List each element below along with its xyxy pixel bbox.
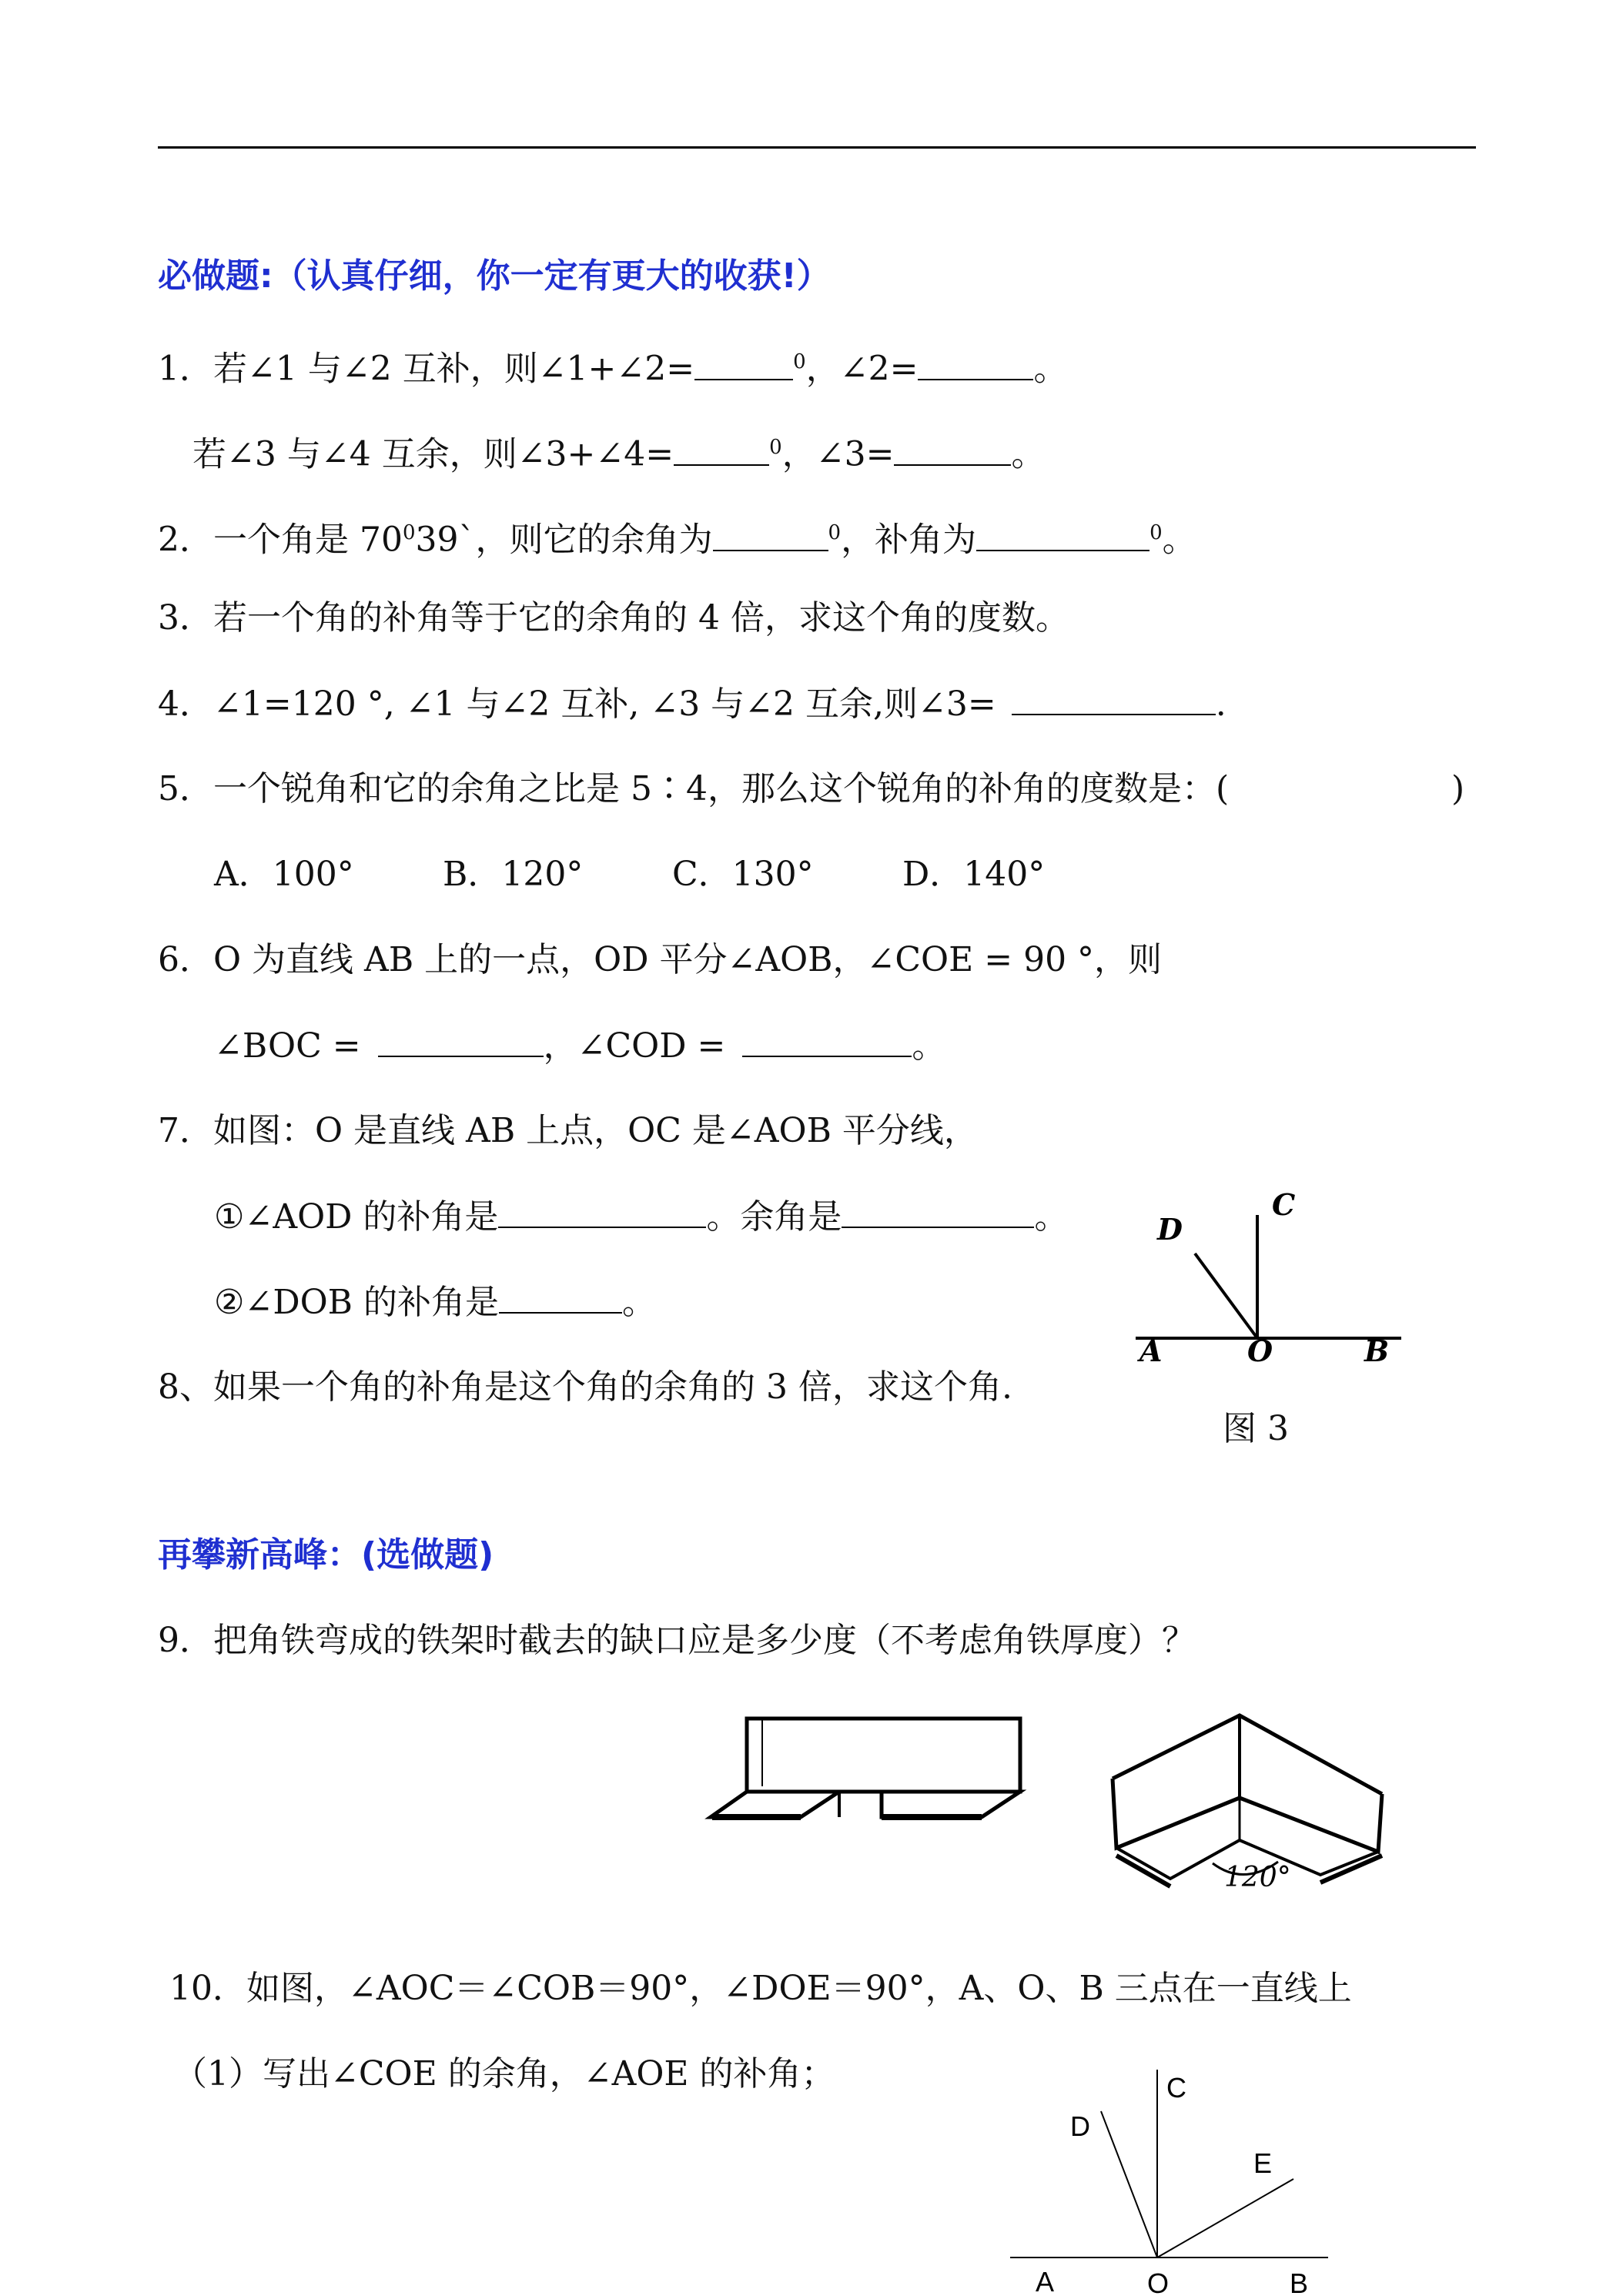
label-e: E xyxy=(1253,2147,1273,2179)
label-b: B xyxy=(1364,1334,1390,1368)
question-6-line-2 xyxy=(214,1025,945,1067)
figure-q10-diagram xyxy=(1001,2063,1340,2296)
degree-superscript: 0 xyxy=(402,521,416,544)
q9-figure-bent-bar xyxy=(1097,1694,1397,1894)
q7-p2-end: 。 xyxy=(621,1283,656,1322)
ray-oe xyxy=(1157,2179,1293,2258)
answer-blank xyxy=(842,1196,1034,1228)
question-5 xyxy=(158,768,1229,810)
question-10-line-1: 10．如图，∠AOC＝∠COB＝90°，∠DOE＝90°，A、O、B 三点在一直线上 xyxy=(169,1969,1352,2008)
answer-blank xyxy=(976,519,1149,551)
answer-blank xyxy=(1012,683,1216,715)
q1-b-end: 。 xyxy=(1011,434,1046,474)
degree-superscript: 0 xyxy=(769,436,782,459)
q6-end: 。 xyxy=(912,1026,946,1066)
label-o: O xyxy=(1247,1334,1273,1368)
question-9: 9．把角铁弯成的铁架时截去的缺口应是多少度（不考虑角铁厚度）？ xyxy=(158,1621,1196,1660)
q4-prefix: 4．∠1=120 °, ∠1 与∠2 互补, ∠3 与∠2 互余,则∠3= xyxy=(158,684,996,724)
question-4 xyxy=(158,683,1226,725)
degree-superscript: 0 xyxy=(828,521,842,544)
q9-figure-flat-bar xyxy=(704,1709,1028,1832)
label-d: D xyxy=(1070,2110,1090,2142)
answer-blank xyxy=(674,433,769,466)
q1-a-end: 。 xyxy=(1033,349,1068,389)
answer-blank xyxy=(499,1281,622,1314)
answer-blank xyxy=(742,1025,912,1057)
label-c: C xyxy=(1166,2072,1186,2104)
q7-p1-mid: 。余角是 xyxy=(706,1197,842,1237)
question-8: 8、如果一个角的补角是这个角的余角的 3 倍，求这个角. xyxy=(158,1367,1012,1407)
label-b: B xyxy=(1290,2268,1309,2296)
section-heading-optional: 再攀新高峰：(选做题) xyxy=(158,1535,494,1575)
degree-superscript: 0 xyxy=(1149,521,1163,544)
question-1-line-b xyxy=(192,427,1045,476)
q2-end: 。 xyxy=(1162,520,1196,560)
label-a: A xyxy=(1139,1334,1163,1368)
question-7-line-1: 7．如图：O 是直线 AB 上点，OC 是∠AOB 平分线， xyxy=(158,1111,978,1150)
label-a: A xyxy=(1036,2266,1055,2296)
question-10-line-2: （1）写出∠COE 的余角，∠AOE 的补角； xyxy=(173,2054,835,2094)
label-d: D xyxy=(1157,1212,1183,1247)
header-rule xyxy=(158,146,1476,149)
q4-end: . xyxy=(1215,684,1226,724)
q7-p1-end: 。 xyxy=(1034,1197,1069,1237)
question-6-line-1: 6．O 为直线 AB 上的一点，OD 平分∠AOB，∠COE = 90 °，则 xyxy=(158,940,1163,979)
question-3: 3．若一个角的补角等于它的余角的 4 倍，求这个角的度数。 xyxy=(158,598,1069,638)
label-c: C xyxy=(1272,1187,1296,1222)
q5-close-paren: ) xyxy=(1451,769,1465,808)
answer-blank xyxy=(894,433,1011,466)
q1-b-mid: ，∠3= xyxy=(781,434,895,474)
q7-p1-prefix: ①∠AOD 的补角是 xyxy=(214,1197,499,1237)
q2-mid2: ，补角为 xyxy=(841,520,977,560)
answer-blank xyxy=(694,348,793,380)
answer-blank xyxy=(713,519,828,551)
question-7-part-1 xyxy=(214,1196,1068,1238)
answer-blank xyxy=(918,348,1033,380)
q9-angle-label: 120° xyxy=(1224,1862,1291,1893)
q5-option-b: B．120° xyxy=(443,855,584,894)
degree-superscript: 0 xyxy=(793,350,806,373)
question-7-part-2 xyxy=(214,1281,656,1324)
q5-option-d: D．140° xyxy=(902,855,1046,894)
question-2 xyxy=(158,512,1196,561)
q5-text: 5．一个锐角和它的余角之比是 5∶4，那么这个锐角的补角的度数是：( xyxy=(158,769,1230,808)
q6-cod: ，∠COD = xyxy=(543,1026,726,1066)
ray-od xyxy=(1195,1253,1257,1338)
q2-prefix: 2．一个角是 70 xyxy=(158,520,403,560)
figure-3-caption: 图 3 xyxy=(1223,1409,1289,1448)
q1-a-prefix: 1．若∠1 与∠2 互补，则∠1+∠2= xyxy=(158,349,695,389)
q7-p2-prefix: ②∠DOB 的补角是 xyxy=(214,1283,499,1322)
answer-blank xyxy=(378,1025,544,1057)
q2-mid1: 39`，则它的余角为 xyxy=(415,520,713,560)
label-o: O xyxy=(1147,2268,1170,2296)
section-heading-required: 必做题:（认真仔细，你一定有更大的收获!） xyxy=(158,256,831,296)
q1-b-prefix: 若∠3 与∠4 互余，则∠3+∠4= xyxy=(192,434,674,474)
ray-od xyxy=(1101,2111,1157,2258)
q5-option-c: C．130° xyxy=(672,855,814,894)
answer-blank xyxy=(498,1196,706,1228)
q5-option-a: A．100° xyxy=(214,855,354,894)
figure-q10 xyxy=(1001,2063,1340,2296)
q1-a-mid: ，∠2= xyxy=(805,349,919,389)
question-1-line-a xyxy=(158,341,1067,390)
q6-boc: ∠BOC = xyxy=(214,1026,361,1066)
